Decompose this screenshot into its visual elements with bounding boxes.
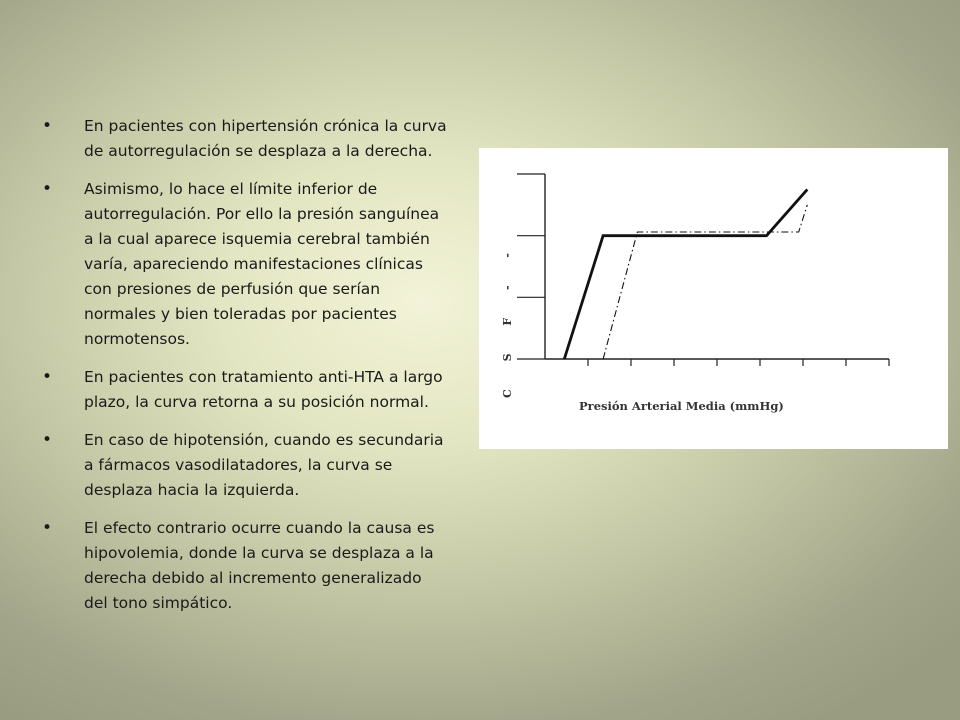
bullet-text: En pacientes con hipertensión crónica la curva de autorregulación se desplaza a la derecha. xyxy=(84,117,447,160)
bullet-list xyxy=(40,114,450,629)
bullet-item xyxy=(40,114,450,164)
autoregulation-chart xyxy=(479,148,948,449)
chart-series xyxy=(564,189,807,359)
chart-axes xyxy=(517,174,889,366)
chart-labels xyxy=(501,241,784,413)
bullet-dot: • xyxy=(42,116,53,136)
series-line-dashdot xyxy=(603,205,807,359)
bullet-text: En caso de hipotensión, cuando es secundaria a fármacos vasodilatadores, la curva se desplaza hacia la izquierda. xyxy=(84,431,444,499)
bullet-dot: • xyxy=(42,430,53,450)
bullet-dot: • xyxy=(42,367,53,387)
bullet-item xyxy=(40,516,450,616)
bullet-text: Asimismo, lo hace el límite inferior de autorregulación. Por ello la presión sanguínea a la cual aparece isquemia cerebral también varía, apareciendo manifestaciones clínicas con presiones de perfusión que serían normales y bien toleradas por pacientes normotensos. xyxy=(84,180,440,348)
series-line-solid xyxy=(564,189,807,359)
bullet-dot: • xyxy=(42,518,53,538)
bullet-item xyxy=(40,177,450,352)
y-axis-label: C S F - - xyxy=(501,241,514,398)
x-axis-label: Presión Arterial Media (mmHg) xyxy=(579,399,784,413)
bullet-item xyxy=(40,365,450,415)
bullet-dot: • xyxy=(42,179,53,199)
chart-svg xyxy=(479,148,948,449)
bullet-text: El efecto contrario ocurre cuando la causa es hipovolemia, donde la curva se desplaza a la derecha debido al incremento generalizado del tono simpático. xyxy=(84,519,435,612)
bullet-item xyxy=(40,428,450,503)
bullet-text: En pacientes con tratamiento anti-HTA a largo plazo, la curva retorna a su posición normal. xyxy=(84,368,443,411)
